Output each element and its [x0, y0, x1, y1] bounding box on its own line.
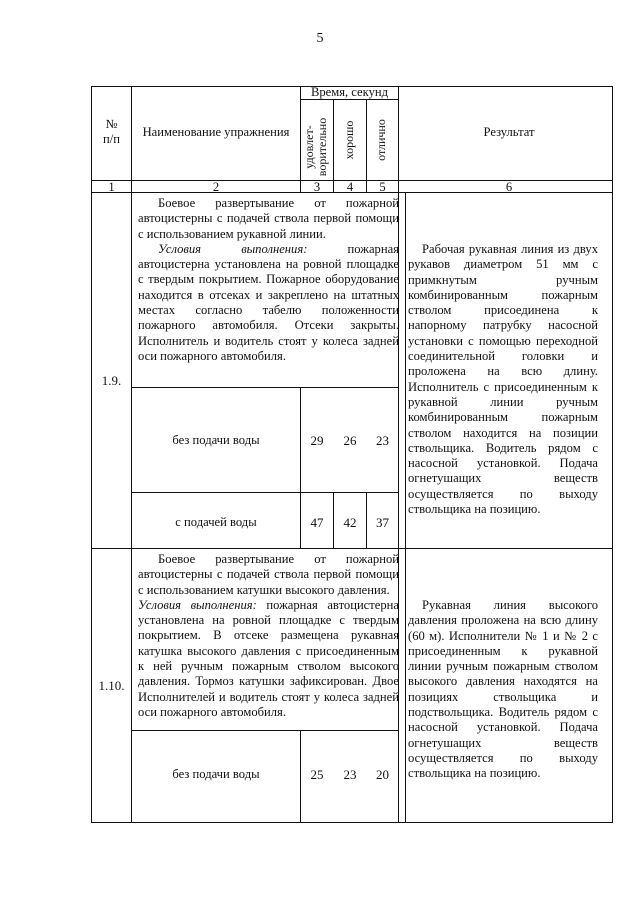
row-1-10-number: 1.10.	[98, 678, 125, 693]
row-1-9-variant-2-label: с подачей воды	[175, 515, 257, 529]
row-1-9-result: Рабочая рукавная линия из двух рукавов диаметром 51 мм с примкнутым ручным комбинированным пожарным стволом присоединена к напорному патрубку насосной установки с помощью переходной соединительной головки и проложена на всю длину. Исполнитель с присоединенным к рукавной линии ручным комбинированным пожарным стволом находится на позиции ствольщика. Водитель рядом с насосной установкой. Подача огнетушащих веществ осуществляется по выходу ствольщика на позицию.	[408, 242, 598, 517]
row-1-10-variant-1-sat: 25	[310, 767, 324, 782]
row-1-10-conditions	[138, 598, 399, 720]
col-number-5: 5	[379, 180, 386, 194]
row-1-9-variant-1-good: 26	[343, 433, 357, 448]
row-1-9-cond-label: Условия выполнения:	[158, 241, 308, 256]
page-number: 5	[316, 31, 324, 46]
row-1-9-variant-1-label: без подачи воды	[172, 433, 260, 447]
col-number-6: 6	[505, 180, 513, 194]
col-number-2: 2	[212, 180, 220, 194]
row-1-10-cond-text: пожарная автоцистерна установлена на ровной площадке с твердым покрытием. В отсеке размещена рукавная катушка высокого давления с присоединенным к ней ручным пожарным стволом высокого давления. Тормоз катушки зафиксирован. Двое Исполнителей и водитель стоят у колеса задней оси пожарного автомобиля.	[138, 597, 399, 719]
row-1-9-variant-2-sat: 47	[310, 515, 324, 530]
row-1-10-result: Рукавная линия высокого давления проложена на всю длину (60 м). Исполнители № 1 и № 2 с присоединенным к рукавной линии ручным пожарным стволом высокого давления находятся на позициях ствольщика и подствольщика. Водитель рядом с насосной установкой. Подача огнетушащих веществ осуществляется по выходу ствольщика на позицию.	[408, 598, 598, 781]
row-1-9-variant-1-sat: 29	[310, 433, 324, 448]
row-1-9-variant-2-exc: 37	[376, 515, 389, 530]
row-1-9-cond-text: пожарная автоцистерна установлена на ровной площадке с твердым покрытием. Пожарное оборудование находится в отсеках и закреплено на штатных местах согласно табелю положенности пожарного автомобиля. Отсеки закрыты. Исполнитель и водитель стоят у колеса задней оси пожарного автомобиля.	[138, 241, 399, 363]
row-1-10-variant-1-exc: 20	[376, 767, 389, 782]
row-1-10-description	[138, 552, 399, 720]
row-1-9-number: 1.9.	[101, 373, 122, 388]
header-name: Наименование упражнения	[142, 125, 290, 139]
row-1-9-title: Боевое развертывание от пожарной автоцистерны с подачей ствола первой помощи с использованием рукавной линии.	[138, 196, 399, 241]
col-number-3: 3	[313, 180, 321, 194]
row-1-9-variant-2-good: 42	[343, 515, 357, 530]
header-time: Время, секунд	[310, 85, 389, 99]
col-number-4: 4	[346, 180, 354, 194]
header-num: № п/п	[103, 117, 120, 147]
row-1-10-cond-label: Условия выполнения:	[138, 597, 257, 612]
row-1-10-variant-1-label: без подачи воды	[172, 767, 260, 781]
header-result: Результат	[483, 125, 535, 139]
row-1-10-title: Боевое развертывание от пожарной автоцистерны с подачей ствола первой помощи с использованием катушки высокого давления.	[138, 552, 399, 597]
col-number-1: 1	[108, 180, 115, 194]
row-1-10-variant-1-good: 23	[343, 767, 357, 782]
header-excellent: отлично	[374, 119, 388, 161]
row-1-9-conditions	[138, 242, 399, 364]
row-1-9-variant-1-exc: 23	[376, 433, 389, 448]
header-good: хорошо	[342, 120, 356, 160]
row-1-9-description	[138, 196, 399, 364]
header-satisfactory: удовлет- ворительно	[302, 117, 329, 177]
